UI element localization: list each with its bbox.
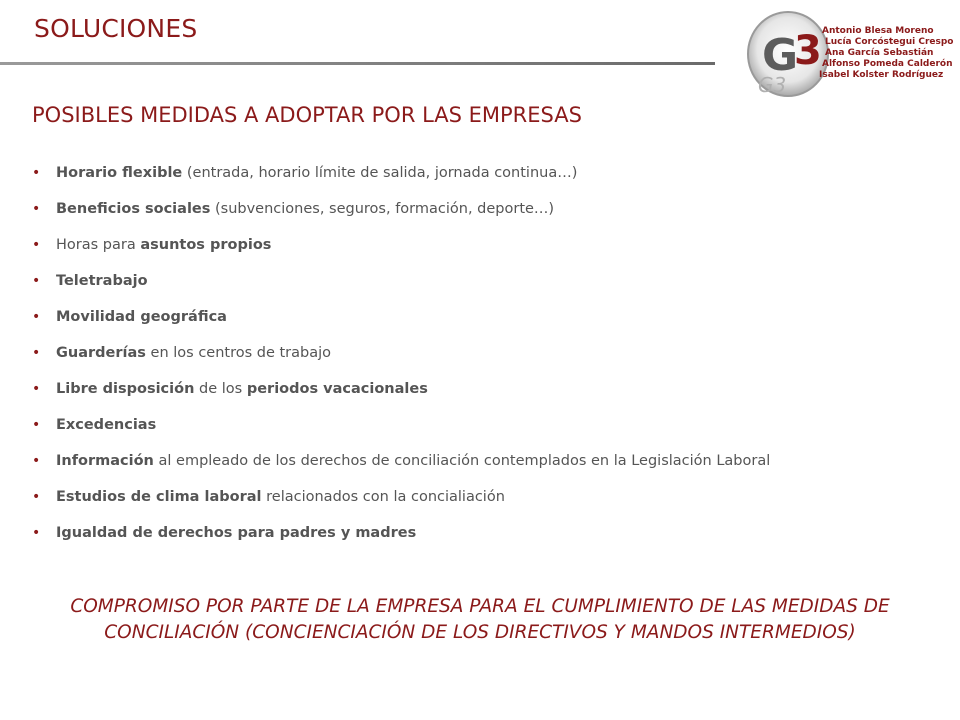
bullet-icon: • — [32, 489, 41, 505]
main-heading: POSIBLES MEDIDAS A ADOPTAR POR LAS EMPRESAS — [32, 103, 582, 127]
author-name: Isabel Kolster Rodríguez — [819, 70, 944, 80]
bullet-icon: • — [32, 345, 41, 361]
measure-text: al empleado de los derechos de conciliación contemplados en la Legislación Laboral — [153, 453, 771, 469]
measure-bold: Libre disposición — [56, 381, 195, 397]
measure-item — [32, 270, 912, 306]
svg-text:G: G — [762, 30, 799, 81]
bullet-icon: • — [32, 525, 41, 541]
author-name: Ana García Sebastián — [825, 48, 934, 58]
g3-logo-mark-icon — [744, 4, 834, 100]
measure-bold: Guarderías — [56, 345, 146, 361]
measure-item — [32, 378, 912, 414]
author-name: Antonio Blesa Moreno — [822, 26, 934, 36]
measure-item — [32, 342, 912, 378]
measure-bold: Teletrabajo — [56, 273, 148, 289]
measure-item — [32, 198, 912, 234]
measure-item — [32, 450, 912, 486]
measure-text: Horas para — [56, 237, 141, 253]
measure-item — [32, 162, 912, 198]
bullet-icon: • — [32, 381, 41, 397]
measure-bold: asuntos propios — [140, 237, 272, 253]
author-name: Lucía Corcóstegui Crespo — [825, 37, 954, 47]
measure-bold: Estudios de clima laboral — [56, 489, 262, 505]
measure-bold: Información — [56, 453, 154, 469]
measure-item — [32, 414, 912, 450]
measure-bold: Horario flexible — [56, 165, 183, 181]
bullet-icon: • — [32, 453, 41, 469]
author-list — [819, 26, 954, 81]
measure-item — [32, 486, 912, 522]
measure-text: (subvenciones, seguros, formación, deporte…) — [210, 201, 555, 217]
bullet-icon: • — [32, 201, 41, 217]
bullet-icon: • — [32, 237, 41, 253]
measures-list — [32, 162, 912, 558]
measure-item — [32, 522, 912, 558]
bullet-icon: • — [32, 417, 41, 433]
measure-item — [32, 306, 912, 342]
measure-item — [32, 234, 912, 270]
bullet-icon: • — [32, 165, 41, 181]
bullet-icon: • — [32, 309, 41, 325]
svg-text:3: 3 — [794, 28, 822, 74]
measure-bold: Igualdad de derechos para padres y madres — [56, 525, 417, 541]
bullet-icon: • — [32, 273, 41, 289]
commitment-statement: COMPROMISO POR PARTE DE LA EMPRESA PARA EL CUMPLIMIENTO DE LAS MEDIDAS DE CONCILIACIÓN (CONCIENCIACIÓN DE LOS DIRECTIVOS Y MANDOS INTERMEDIOS) — [70, 596, 890, 643]
measure-text: de los — [194, 381, 247, 397]
section-title: SOLUCIONES — [34, 14, 198, 43]
svg-text:G3: G3 — [758, 73, 787, 97]
measure-bold: Excedencias — [56, 417, 157, 433]
measure-bold: Movilidad geográfica — [56, 309, 227, 325]
measure-text: (entrada, horario límite de salida, jornada continua…) — [182, 165, 578, 181]
g3-logo — [744, 4, 954, 100]
measure-bold: Beneficios sociales — [56, 201, 211, 217]
author-name: Alfonso Pomeda Calderón — [822, 59, 953, 69]
measure-text: relacionados con la concialiación — [261, 489, 505, 505]
measure-text: en los centros de trabajo — [145, 345, 332, 361]
title-divider — [0, 62, 715, 65]
measure-bold: periodos vacacionales — [246, 381, 428, 397]
